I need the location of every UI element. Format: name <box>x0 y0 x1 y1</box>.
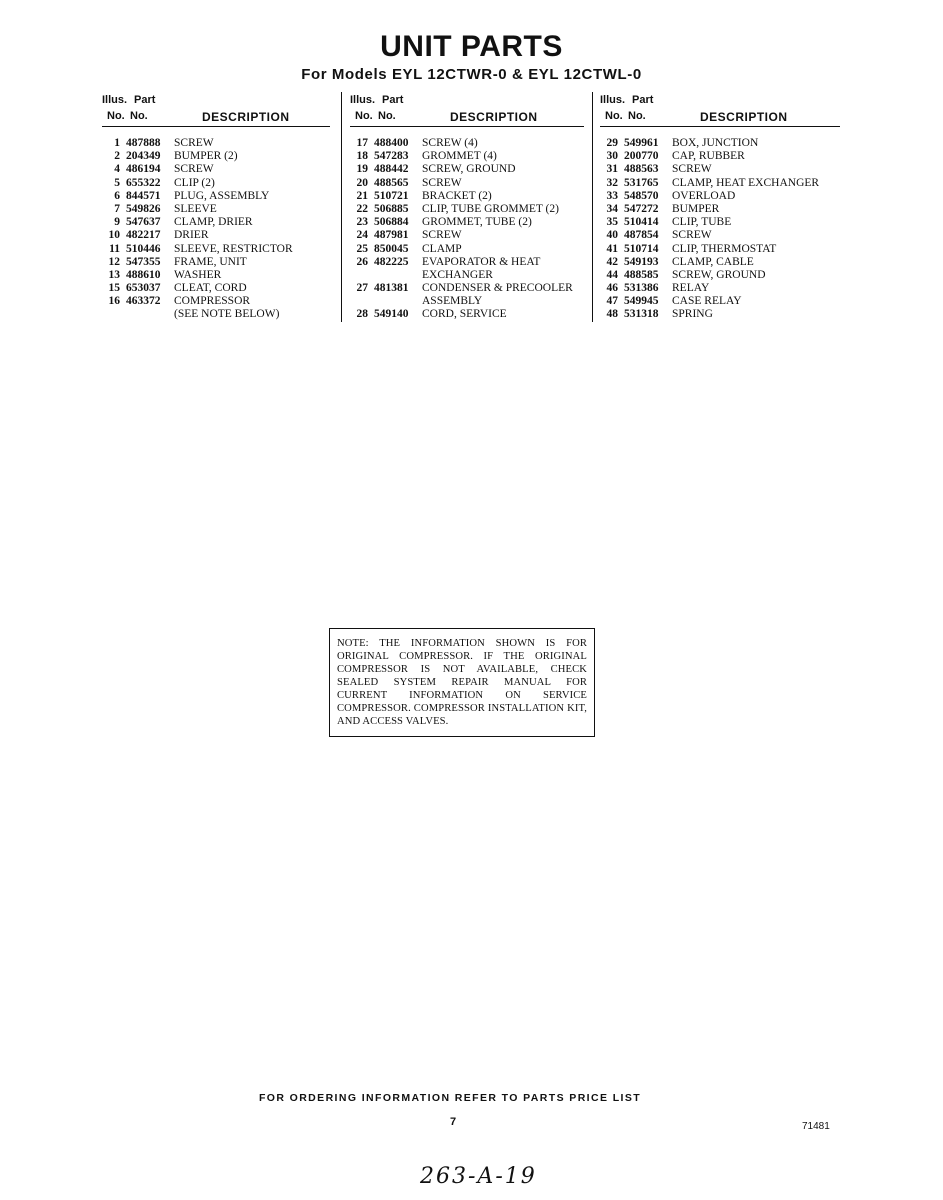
header-illus: Illus. <box>102 94 128 106</box>
header-illus-no: No. <box>605 110 623 122</box>
illus-number: 32 <box>606 176 618 189</box>
illus-number: 17 <box>356 137 368 149</box>
illus-number: 35 <box>606 216 618 229</box>
part-description: EXCHANGER <box>422 268 493 281</box>
handwritten-annotation: 263-A-19 <box>420 1164 537 1189</box>
part-number: 486194 <box>126 163 161 176</box>
illus-number: 40 <box>606 229 618 242</box>
header-part: Part <box>632 94 654 106</box>
part-description: BRACKET (2) <box>422 189 492 202</box>
table-row <box>350 256 584 269</box>
illus-number: 26 <box>356 255 368 268</box>
part-description: CLAMP, HEAT EXCHANGER <box>672 176 820 189</box>
part-description: SCREW <box>672 163 712 176</box>
illus-number: 47 <box>606 295 618 308</box>
table-row <box>600 163 840 176</box>
header-illus: Illus. <box>350 94 376 106</box>
part-description: BOX, JUNCTION <box>672 137 759 149</box>
part-description: CONDENSER & PRECOOLER <box>422 282 573 295</box>
ordering-footer: FOR ORDERING INFORMATION REFER TO PARTS PRICE LIST <box>258 1092 642 1104</box>
part-description: SCREW <box>422 176 462 189</box>
page-title: UNIT PARTS <box>380 30 563 63</box>
table-row <box>102 190 330 203</box>
part-description: SCREW <box>174 163 214 176</box>
illus-number: 46 <box>606 282 618 295</box>
part-number: 844571 <box>126 189 161 202</box>
part-number: 549945 <box>624 295 659 308</box>
part-description: SPRING <box>672 308 713 321</box>
table-row <box>350 177 584 190</box>
table-row <box>102 269 330 282</box>
part-description: CLAMP, CABLE <box>672 255 754 268</box>
table-row <box>350 203 584 216</box>
illus-number: 42 <box>606 255 618 268</box>
table-row <box>102 163 330 176</box>
table-row <box>600 229 840 242</box>
part-description: SCREW <box>672 229 712 242</box>
illus-number: 1 <box>114 137 120 149</box>
part-number: 487981 <box>374 229 409 242</box>
header-description: DESCRIPTION <box>450 110 538 124</box>
illus-number: 15 <box>108 282 120 295</box>
page-subtitle: For Models EYL 12CTWR-0 & EYL 12CTWL-0 <box>301 66 642 83</box>
part-number: 531386 <box>624 282 659 295</box>
part-description: (SEE NOTE BELOW) <box>174 308 280 321</box>
part-number: 548570 <box>624 189 659 202</box>
table-row <box>350 243 584 256</box>
illus-number: 24 <box>356 229 368 242</box>
header-illus-no: No. <box>107 110 125 122</box>
illus-number: 2 <box>114 150 120 163</box>
illus-number: 13 <box>108 268 120 281</box>
part-description: PLUG, ASSEMBLY <box>174 189 270 202</box>
part-number: 487854 <box>624 229 659 242</box>
illus-number: 27 <box>356 282 368 295</box>
illus-number: 41 <box>606 242 618 255</box>
table-row <box>600 269 840 282</box>
parts-column <box>600 92 840 322</box>
illus-number: 5 <box>114 176 120 189</box>
table-row <box>600 308 840 321</box>
table-row <box>600 282 840 295</box>
part-description: FRAME, UNIT <box>174 255 247 268</box>
parts-column <box>102 92 330 322</box>
parts-list <box>350 137 584 322</box>
column-header <box>600 92 840 127</box>
parts-column <box>350 92 584 322</box>
part-description: GROMMET (4) <box>422 150 497 163</box>
part-description: SLEEVE <box>174 202 217 215</box>
part-number: 850045 <box>374 242 409 255</box>
part-description: BUMPER <box>672 202 720 215</box>
part-number: 547272 <box>624 202 659 215</box>
illus-number: 28 <box>356 308 368 321</box>
part-description: CLIP, TUBE GROMMET (2) <box>422 202 559 215</box>
table-row <box>102 308 330 321</box>
illus-number: 48 <box>606 308 618 321</box>
part-description: GROMMET, TUBE (2) <box>422 216 532 229</box>
table-row <box>350 190 584 203</box>
table-row <box>600 190 840 203</box>
part-number: 655322 <box>126 176 161 189</box>
table-row <box>102 256 330 269</box>
part-description: CLIP (2) <box>174 176 215 189</box>
illus-number: 20 <box>356 176 368 189</box>
table-row <box>600 256 840 269</box>
table-row <box>102 137 330 150</box>
part-number: 488565 <box>374 176 409 189</box>
column-header <box>350 92 584 127</box>
table-row <box>102 203 330 216</box>
illus-number: 21 <box>356 189 368 202</box>
page-number: 7 <box>450 1116 457 1128</box>
illus-number: 16 <box>108 295 120 308</box>
illus-number: 31 <box>606 163 618 176</box>
table-row <box>350 308 584 321</box>
illus-number: 44 <box>606 268 618 281</box>
compressor-note: NOTE: THE INFORMATION SHOWN IS FOR ORIGINAL COMPRESSOR. IF THE ORIGINAL COMPRESSOR IS NOT AVAILABLE, CHECK SEALED SYSTEM REPAIR MANUAL FOR CURRENT INFORMATION ON SERVICE COMPRESSOR. COMPRESSOR INSTALLATION KIT, AND ACCESS VALVES. <box>329 628 595 737</box>
illus-number: 29 <box>606 137 618 149</box>
table-row <box>600 177 840 190</box>
part-number: 488610 <box>126 268 161 281</box>
part-number: 204349 <box>126 150 161 163</box>
part-number: 481381 <box>374 282 409 295</box>
table-row <box>600 216 840 229</box>
part-number: 506884 <box>374 216 409 229</box>
part-number: 531765 <box>624 176 659 189</box>
part-number: 653037 <box>126 282 161 295</box>
table-row <box>102 282 330 295</box>
column-divider <box>592 92 593 322</box>
illus-number: 25 <box>356 242 368 255</box>
illus-number: 7 <box>114 202 120 215</box>
illus-number: 33 <box>606 189 618 202</box>
part-description: CLAMP, DRIER <box>174 216 253 229</box>
document-code: 71481 <box>802 1121 830 1132</box>
illus-number: 34 <box>606 202 618 215</box>
illus-number: 6 <box>114 189 120 202</box>
header-part-no: No. <box>628 110 646 122</box>
parts-list <box>102 137 330 322</box>
part-description: CLEAT, CORD <box>174 282 247 295</box>
table-row <box>350 295 584 308</box>
illus-number: 19 <box>356 163 368 176</box>
header-illus: Illus. <box>600 94 626 106</box>
table-row <box>350 137 584 150</box>
part-number: 482217 <box>126 229 161 242</box>
table-row <box>102 229 330 242</box>
part-number: 549826 <box>126 202 161 215</box>
part-description: WASHER <box>174 268 222 281</box>
part-number: 488400 <box>374 137 409 149</box>
header-illus-no: No. <box>355 110 373 122</box>
part-description: CASE RELAY <box>672 295 742 308</box>
part-description: SCREW, GROUND <box>422 163 516 176</box>
part-description: COMPRESSOR <box>174 295 251 308</box>
part-description: CLAMP <box>422 242 462 255</box>
part-description: CORD, SERVICE <box>422 308 507 321</box>
part-number: 549193 <box>624 255 659 268</box>
part-description: CLIP, TUBE <box>672 216 732 229</box>
column-divider <box>341 92 342 322</box>
part-description: SCREW <box>422 229 462 242</box>
part-number: 510714 <box>624 242 659 255</box>
part-number: 510721 <box>374 189 409 202</box>
table-row <box>350 229 584 242</box>
part-description: SCREW, GROUND <box>672 268 766 281</box>
illus-number: 11 <box>109 242 120 255</box>
table-row <box>600 295 840 308</box>
part-number: 488442 <box>374 163 409 176</box>
part-description: OVERLOAD <box>672 189 736 202</box>
part-description: SCREW <box>174 137 214 149</box>
illus-number: 9 <box>114 216 120 229</box>
illus-number: 22 <box>356 202 368 215</box>
part-description: SLEEVE, RESTRICTOR <box>174 242 293 255</box>
illus-number: 4 <box>114 163 120 176</box>
part-number: 488585 <box>624 268 659 281</box>
part-number: 488563 <box>624 163 659 176</box>
table-row <box>350 282 584 295</box>
part-number: 487888 <box>126 137 161 149</box>
part-number: 547283 <box>374 150 409 163</box>
table-row <box>102 295 330 308</box>
part-number: 200770 <box>624 150 659 163</box>
part-description: EVAPORATOR & HEAT <box>422 255 541 268</box>
part-description: RELAY <box>672 282 710 295</box>
illus-number: 30 <box>606 150 618 163</box>
part-description: CAP, RUBBER <box>672 150 745 163</box>
table-row <box>350 163 584 176</box>
parts-list <box>600 137 840 322</box>
illus-number: 23 <box>356 216 368 229</box>
part-number: 549140 <box>374 308 409 321</box>
illus-number: 10 <box>108 229 120 242</box>
column-header <box>102 92 330 127</box>
part-number: 506885 <box>374 202 409 215</box>
part-number: 531318 <box>624 308 659 321</box>
part-number: 510414 <box>624 216 659 229</box>
table-row <box>600 150 840 163</box>
header-part-no: No. <box>378 110 396 122</box>
table-row <box>600 203 840 216</box>
table-row <box>600 243 840 256</box>
illus-number: 12 <box>108 255 120 268</box>
table-row <box>102 177 330 190</box>
part-description: SCREW (4) <box>422 137 478 149</box>
part-number: 549961 <box>624 137 659 149</box>
header-description: DESCRIPTION <box>700 110 788 124</box>
table-row <box>102 150 330 163</box>
part-description: DRIER <box>174 229 209 242</box>
header-description: DESCRIPTION <box>202 110 290 124</box>
table-row <box>350 216 584 229</box>
part-number: 463372 <box>126 295 161 308</box>
table-row <box>350 269 584 282</box>
part-number: 510446 <box>126 242 161 255</box>
table-row <box>350 150 584 163</box>
header-part-no: No. <box>130 110 148 122</box>
header-part: Part <box>382 94 404 106</box>
part-number: 547355 <box>126 255 161 268</box>
table-row <box>600 137 840 150</box>
part-description: BUMPER (2) <box>174 150 238 163</box>
illus-number: 18 <box>356 150 368 163</box>
table-row <box>102 216 330 229</box>
part-number: 482225 <box>374 255 409 268</box>
part-description: CLIP, THERMOSTAT <box>672 242 777 255</box>
header-part: Part <box>134 94 156 106</box>
part-number: 547637 <box>126 216 161 229</box>
table-row <box>102 243 330 256</box>
part-description: ASSEMBLY <box>422 295 483 308</box>
